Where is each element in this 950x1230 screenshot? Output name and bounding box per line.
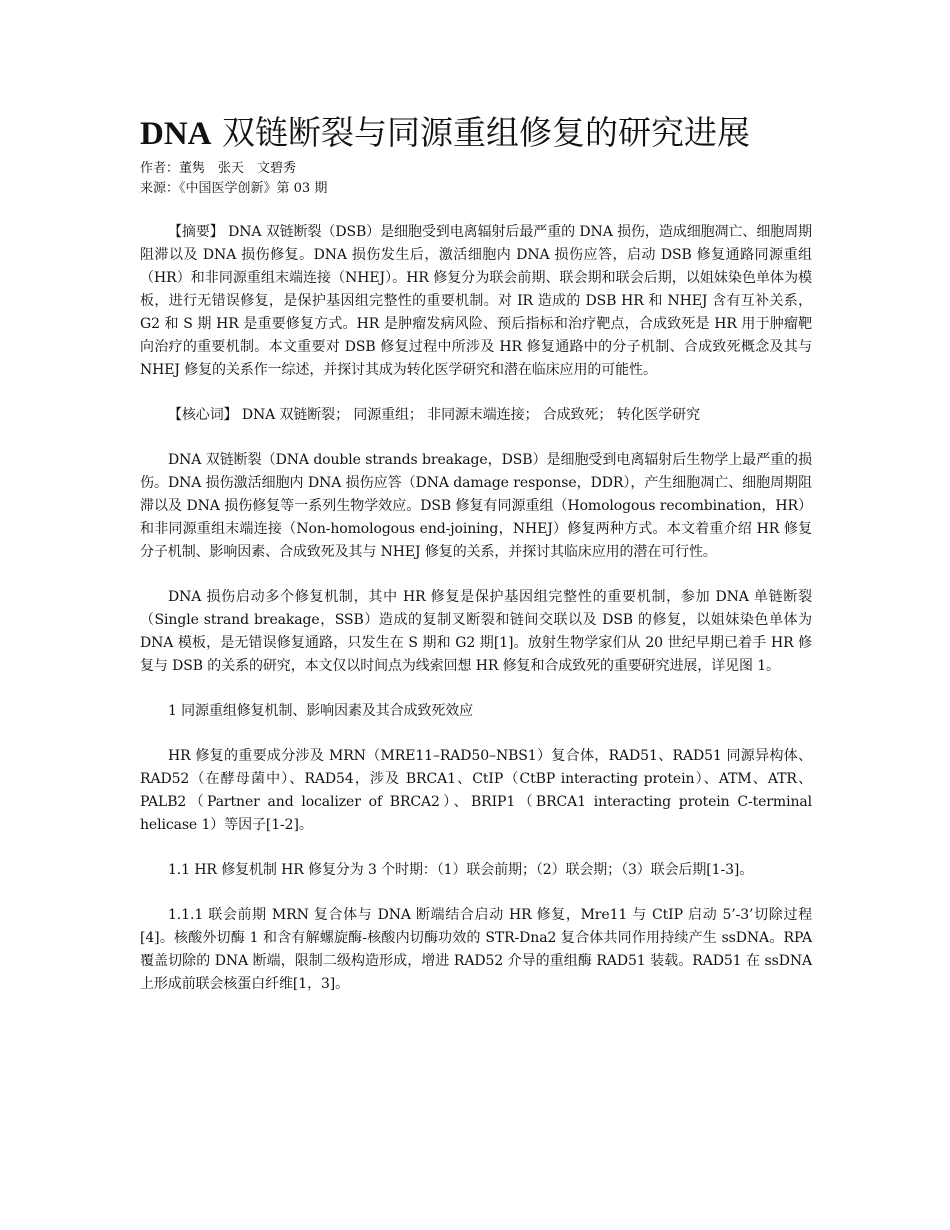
- body-paragraph-intro: DNA 双链断裂（DNA double strands breakage，DSB）是细胞受到电离辐射后生物学上最严重的损伤。DNA 损伤激活细胞内 DNA 损伤应答（DNA damage response，DDR），产生细胞凋亡、细胞周期阻滞以及 DNA 损伤修复等一系列生物学效应。DSB 修复有同源重组（Homologous recombination，HR）和非同源重组末端连接（Non-homologous end-joining，NHEJ）修复两种方式。本文着重介绍 HR 修复分子机制、影响因素、合成致死及其与 NHEJ 修复的关系，并探讨其临床应用的潜在可行性。: [140, 452, 812, 560]
- document-page: [140, 112, 812, 1018]
- section-heading-1: 1 同源重组修复机制、影响因素及其合成致死效应: [168, 703, 474, 719]
- author-label: 作者：: [140, 161, 180, 176]
- section-heading-1-1: 1.1 HR 修复机制 HR 修复分为 3 个时期：（1）联会前期；（2）联会期；（3）联会后期[1-3]。: [168, 862, 754, 878]
- source: 《中国医学创新》第 03 期: [179, 181, 328, 196]
- article-title: [140, 112, 812, 155]
- authors: 董隽 张天 文碧秀: [179, 161, 297, 176]
- article-title-rest: 双链断裂与同源重组修复的研究进展: [211, 113, 750, 152]
- article-title-latin: DNA: [140, 116, 212, 152]
- abstract-paragraph: 【摘要】 DNA 双链断裂（DSB）是细胞受到电离辐射后最严重的 DNA 损伤，造成细胞凋亡、细胞周期阻滞以及 DNA 损伤修复。DNA 损伤发生后，激活细胞内 DNA 损伤应答，启动 DSB 修复通路同源重组（HR）和非同源重组末端连接（NHEJ）。HR 修复分为联会前期、联会期和联会后期，以姐妹染色单体为模板，进行无错误修复，是保护基因组完整性的重要机制。对 IR 造成的 DSB HR 和 NHEJ 含有互补关系，G2 和 S 期 HR 是重要修复方式。HR 是肿瘤发病风险、预后指标和治疗靶点，合成致死是 HR 用于肿瘤靶向治疗的重要机制。本文重要对 DSB 修复过程中所涉及 HR 修复通路中的分子机制、合成致死概念及其与 NHEJ 修复的关系作一综述，并探讨其成为转化医学研究和潜在临床应用的可能性。: [140, 224, 812, 378]
- section-heading-1-1-1: 1.1.1 联会前期 MRN 复合体与 DNA 断端结合启动 HR 修复，Mre11 与 CtIP 启动 5’-3’切除过程[4]。核酸外切酶 1 和含有解螺旋酶-核酸内切酶功效的 STR-Dna2 复合体共同作用持续产生 ssDNA。RPA 覆盖切除的 DNA 断端，限制二级构造形成，增进 RAD52 介导的重组酶 RAD51 装载。RAD51 在 ssDNA 上形成前联会核蛋白纤维[1，3]。: [140, 907, 812, 992]
- source-line: [140, 179, 812, 199]
- body-paragraph-components: HR 修复的重要成分涉及 MRN（MRE11–RAD50–NBS1）复合体，RAD51、RAD51 同源异构体、RAD52（在酵母菌中）、RAD54，涉及 BRCA1、CtIP（CtBP interacting protein）、ATM、ATR、PALB2（Partner and localizer of BRCA2）、BRIP1（BRCA1 interacting protein C-terminal helicase 1）等因子[1-2]。: [140, 748, 812, 833]
- source-label: 来源：: [140, 181, 180, 196]
- keywords-paragraph: 【核心词】 DNA 双链断裂； 同源重组； 非同源末端连接； 合成致死； 转化医学研究: [168, 407, 700, 423]
- author-line: [140, 159, 812, 179]
- body-paragraph-repair: DNA 损伤启动多个修复机制，其中 HR 修复是保护基因组完整性的重要机制，参加 DNA 单链断裂（Single strand breakage，SSB）造成的复制叉断裂和链间交联以及 DSB 的修复，以姐妹染色单体为 DNA 模板，是无错误修复通路，只发生在 S 期和 G2 期[1]。放射生物学家们从 20 世纪早期已着手 HR 修复与 DSB 的关系的研究，本文仅以时间点为线索回想 HR 修复和合成致死的重要研究进展，详见图 1。: [140, 589, 812, 674]
